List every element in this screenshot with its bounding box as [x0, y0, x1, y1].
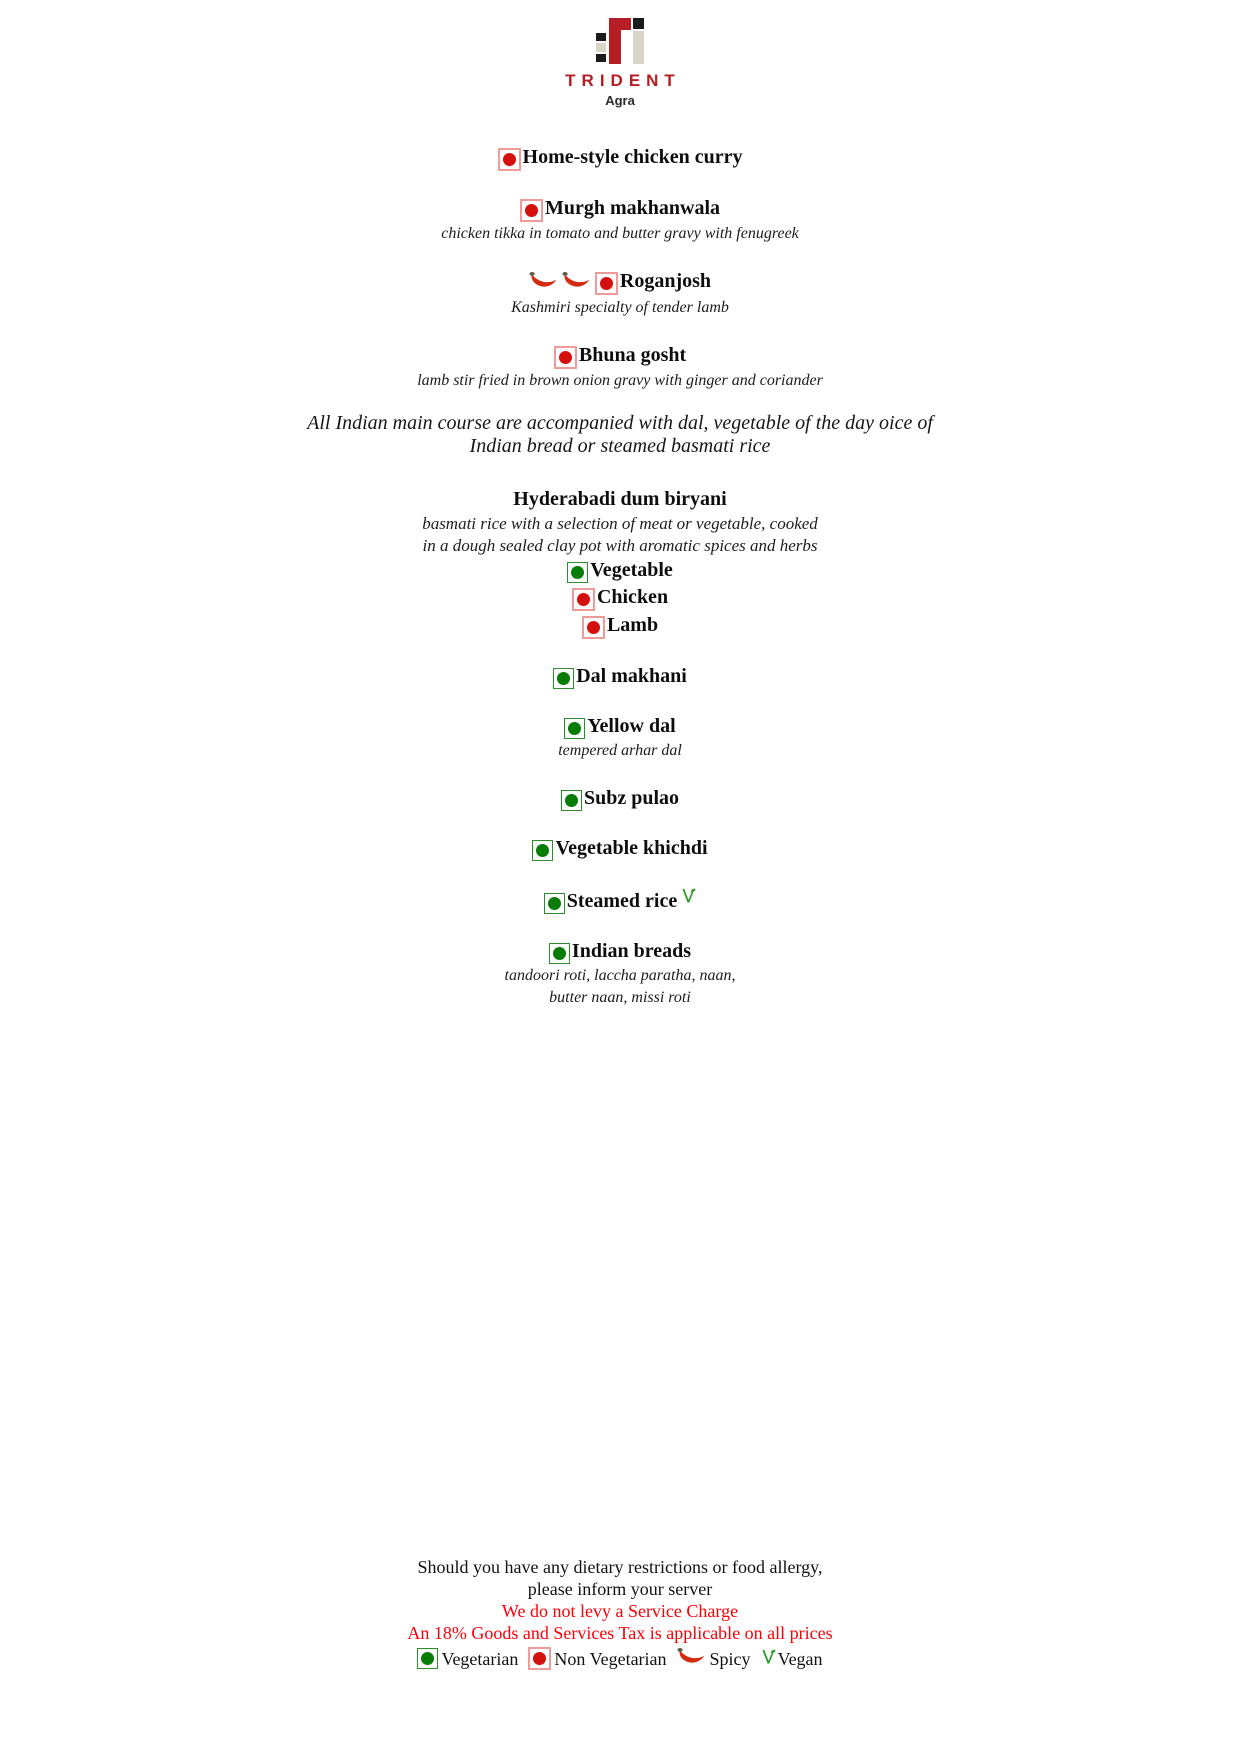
dish-name: Subz pulao — [583, 787, 680, 809]
menu-list — [0, 144, 1240, 1008]
menu-item — [0, 342, 1240, 391]
menu-note — [0, 412, 1240, 458]
brand-name: TRIDENT — [565, 71, 681, 90]
menu-item — [0, 663, 1240, 689]
dish-name-line — [0, 785, 1240, 811]
dish-name-line — [0, 713, 1240, 739]
veg-icon — [567, 562, 588, 583]
dish-name: Dal makhani — [576, 665, 687, 687]
legend-label: Vegan — [777, 1648, 823, 1669]
dish-name: Chicken — [596, 586, 669, 608]
dish-name: Bhuna gosht — [578, 344, 687, 366]
veg-icon — [561, 790, 582, 811]
dish-name-line — [0, 486, 1240, 512]
dish-name: Lamb — [606, 614, 659, 636]
legend-label: Non Vegetarian — [554, 1648, 667, 1669]
dish-description: tempered arhar dal — [558, 742, 682, 759]
menu-item — [0, 885, 1240, 914]
dish-name-line — [0, 557, 1240, 583]
menu-item — [0, 938, 1240, 1008]
tax-note: An 18% Goods and Services Tax is applicable on all prices — [407, 1623, 833, 1643]
menu-item — [0, 195, 1240, 244]
chili-icon — [529, 270, 557, 296]
non-veg-icon — [572, 588, 595, 611]
menu-item — [0, 713, 1240, 761]
dish-description: tandoori roti, laccha paratha, naan, — [504, 967, 736, 984]
non-veg-icon — [554, 346, 577, 369]
dish-description: basmati rice with a selection of meat or vegetable, cooked — [422, 514, 818, 533]
dish-name: Vegetable — [590, 559, 673, 581]
non-veg-icon — [498, 148, 521, 171]
dish-name-line — [0, 342, 1240, 369]
dish-name: Roganjosh — [619, 270, 712, 292]
non-veg-icon — [595, 272, 618, 295]
allergy-note-line1: Should you have any dietary restrictions or food allergy, — [417, 1557, 823, 1577]
menu-item — [0, 144, 1240, 171]
veg-icon — [553, 668, 574, 689]
legend-item — [761, 1648, 823, 1670]
dish-name-line — [0, 885, 1240, 914]
legend-item — [528, 1647, 666, 1670]
dish-name: Murgh makhanwala — [544, 197, 721, 219]
allergy-note-line2: please inform your server — [527, 1579, 713, 1599]
legend-label: Vegetarian — [441, 1648, 519, 1669]
dish-name: Yellow dal — [587, 715, 676, 737]
dish-description: lamb stir fried in brown onion gravy with ginger and coriander — [417, 372, 823, 389]
menu-note-line: Indian bread or steamed basmati rice — [469, 435, 771, 457]
legend — [0, 1647, 1240, 1670]
section-heading — [0, 486, 1240, 556]
non-veg-icon — [520, 199, 543, 222]
veg-icon — [564, 718, 585, 739]
dish-name: Steamed rice — [566, 890, 678, 912]
chili-icon — [562, 270, 590, 296]
non-veg-icon — [582, 616, 605, 639]
dish-name-line — [0, 195, 1240, 222]
legend-label: Spicy — [709, 1648, 751, 1669]
veg-icon — [544, 893, 565, 914]
dish-name-line — [0, 938, 1240, 964]
service-charge-note: We do not levy a Service Charge — [501, 1601, 739, 1621]
dish-description: in a dough sealed clay pot with aromatic spices and herbs — [422, 536, 818, 555]
legend-item — [677, 1647, 751, 1670]
dish-name-line — [0, 268, 1240, 296]
menu-item — [0, 268, 1240, 318]
dish-name-line — [0, 612, 1240, 639]
menu-item — [0, 785, 1240, 811]
menu-item — [0, 612, 1240, 639]
dish-name-line — [0, 144, 1240, 171]
dish-name: Hyderabadi dum biryani — [513, 488, 727, 510]
dish-description: butter naan, missi roti — [549, 989, 691, 1006]
legend-item — [417, 1648, 518, 1670]
dish-name-line — [0, 835, 1240, 861]
brand-logo — [0, 0, 1240, 108]
menu-note-line: All Indian main course are accompanied with dal, vegetable of the day oice of — [307, 412, 933, 434]
vegan-icon — [681, 885, 696, 911]
dish-name-line — [0, 584, 1240, 611]
trident-logo-icon — [596, 18, 644, 64]
vegan-icon — [761, 1648, 776, 1670]
non-veg-icon — [528, 1647, 551, 1670]
brand-location: Agra — [605, 93, 635, 108]
dish-name: Vegetable khichdi — [555, 837, 708, 859]
chili-icon — [677, 1647, 705, 1670]
menu-item — [0, 835, 1240, 861]
veg-icon — [417, 1648, 438, 1669]
veg-icon — [549, 943, 570, 964]
menu-item — [0, 584, 1240, 611]
dish-description: chicken tikka in tomato and butter gravy with fenugreek — [441, 225, 799, 242]
menu-item — [0, 557, 1240, 583]
dish-name: Home-style chicken curry — [522, 146, 743, 168]
footer — [0, 1556, 1240, 1670]
veg-icon — [532, 840, 553, 861]
dish-description: Kashmiri specialty of tender lamb — [511, 299, 729, 316]
dish-name: Indian breads — [571, 940, 692, 962]
dish-name-line — [0, 663, 1240, 689]
